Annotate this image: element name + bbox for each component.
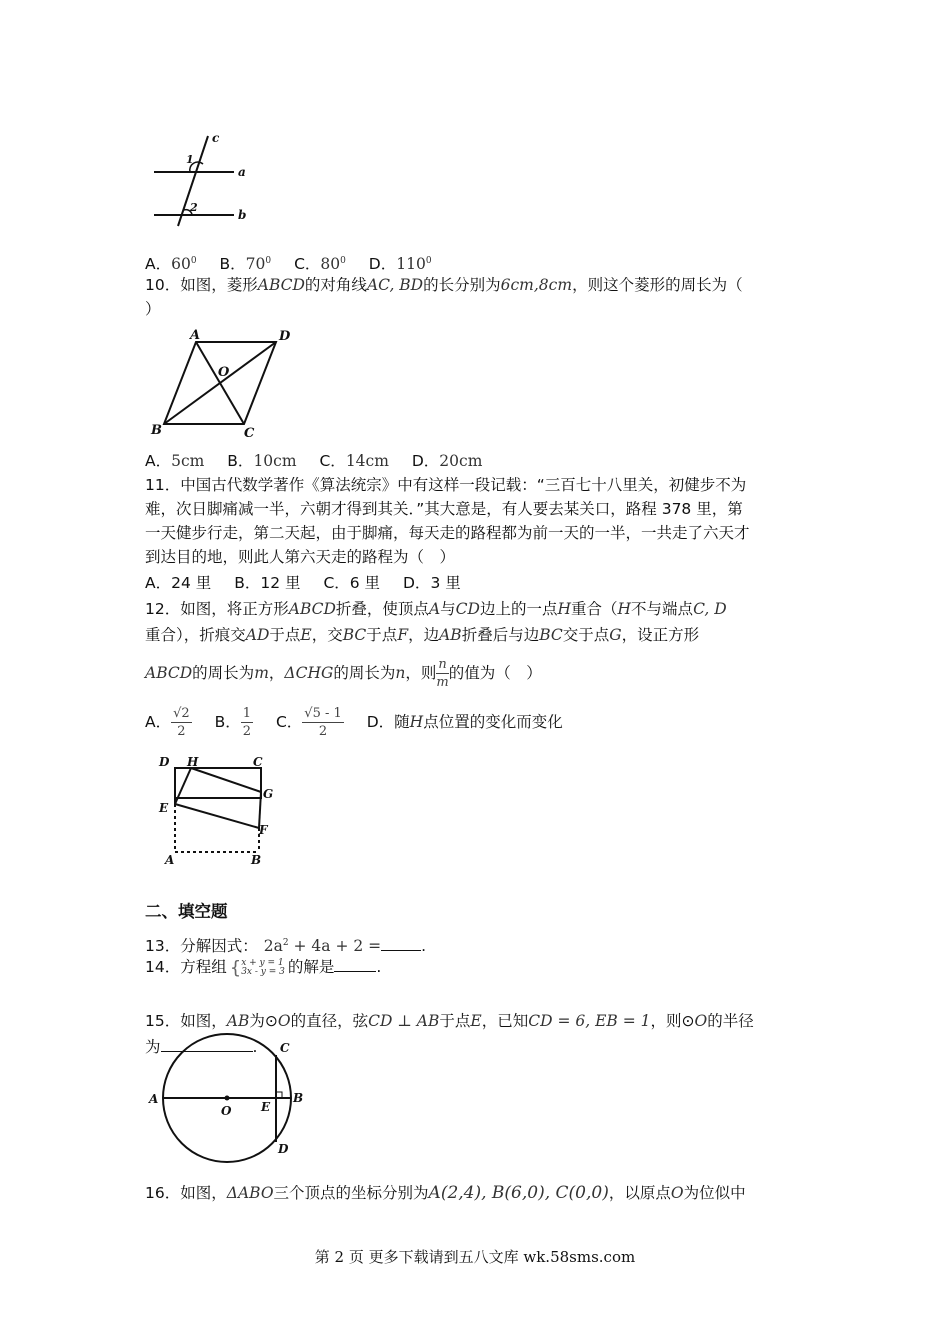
fraction-denominator: 2 — [242, 724, 252, 739]
q12-math: H — [557, 600, 571, 618]
crease-ef — [175, 804, 259, 828]
equation-2: 3x - y = 3 — [241, 966, 285, 977]
q12-stem-line-2 — [145, 624, 699, 646]
option-letter: C． — [294, 255, 321, 274]
option-letter: D． — [368, 255, 397, 274]
q11-stem-line-1: 11．中国古代数学著作《算法统宗》中有这样一段记载：“三百七十八里关，初健步不为 — [145, 476, 747, 494]
option-fraction — [241, 705, 253, 740]
option-text: 点位置的变化而变化 — [423, 713, 563, 731]
q10-text: 的对角线 — [304, 276, 367, 294]
label-1: 1 — [186, 153, 194, 166]
label-2: 2 — [190, 201, 198, 214]
q16-math: A(2,4), B(6,0), C(0,0) — [428, 1183, 609, 1203]
label-c: C — [280, 1041, 290, 1055]
q12-math: A — [428, 600, 441, 618]
q12-math: n — [395, 664, 406, 682]
q16-text: ，以原点 — [608, 1184, 671, 1202]
label-b: b — [238, 208, 247, 222]
q15-math: O — [277, 1012, 291, 1030]
question-number: 13． — [145, 937, 181, 956]
q12-math: ABCD — [145, 664, 193, 682]
option-value: 60 — [171, 255, 191, 274]
q10-option-d[interactable] — [412, 452, 483, 470]
q15-math: CD ⊥ AB — [368, 1012, 440, 1030]
fraction-numerator: √2 — [173, 706, 190, 721]
option-value: 3 里 — [430, 574, 461, 592]
option-letter: B． — [214, 713, 241, 731]
q12-text: 重合），折痕交 — [145, 626, 246, 644]
q12-text: ，交 — [311, 626, 343, 644]
q11-stem-line-4: 到达目的地，则此人第六天走的路程为（ ） — [145, 548, 456, 566]
label-a: A — [190, 328, 201, 343]
q11-option-b[interactable] — [234, 574, 300, 592]
q10-rhombus-figure — [148, 326, 298, 441]
q15-text: 为⊙ — [249, 1012, 278, 1030]
q12-text: 如图，将正方形 — [180, 600, 289, 618]
q11-option-c[interactable] — [323, 574, 380, 592]
q11-option-d[interactable] — [403, 574, 461, 592]
q12-math: ΔCHG — [284, 664, 334, 682]
option-fraction — [302, 705, 343, 740]
label-h: H — [187, 755, 199, 769]
option-sup: 0 — [265, 256, 272, 266]
q10-text: 的长分别为 — [423, 276, 501, 294]
option-fraction — [171, 705, 192, 740]
q12-text: ， — [268, 664, 285, 682]
expr-part: 2a — [263, 937, 283, 956]
label-b: B — [293, 1091, 304, 1105]
expr-part: + 4a + 2 = — [288, 937, 382, 956]
label-c: C — [253, 755, 263, 769]
q12-option-d[interactable] — [367, 713, 563, 731]
q12-folded-square-figure — [155, 752, 280, 867]
option-letter: C． — [275, 713, 303, 731]
q10-stem-line-1 — [145, 274, 743, 296]
q15-text: 为 — [145, 1038, 161, 1056]
fraction-denominator: m — [436, 675, 449, 690]
q10-options — [145, 450, 500, 472]
q12-math: BC — [342, 626, 367, 644]
fraction-denominator: 2 — [177, 724, 186, 739]
question-number: 15． — [145, 1012, 181, 1030]
option-letter: A． — [145, 255, 172, 274]
question-number: 14． — [145, 958, 181, 976]
q12-text: 边上的一点 — [479, 600, 558, 618]
option-letter: C． — [323, 574, 350, 592]
q15-text: ，已知 — [481, 1012, 529, 1030]
q14-text: 的解是 — [287, 958, 335, 976]
option-value: 24 里 — [171, 574, 212, 592]
q9-option-b[interactable] — [220, 255, 272, 273]
option-letter: C． — [319, 452, 346, 470]
q15-text: 的半径 — [707, 1012, 754, 1030]
q12-text: 的值为（ ） — [448, 664, 542, 682]
option-value: 12 里 — [260, 574, 301, 592]
option-letter: D． — [366, 713, 395, 731]
option-value: 80 — [320, 255, 341, 274]
label-e: E — [261, 1100, 271, 1114]
q12-text: 不与端点 — [631, 600, 694, 618]
q12-text: 交于点 — [562, 626, 610, 644]
option-letter: A． — [145, 574, 172, 592]
q12-text: 的周长为 — [192, 664, 255, 682]
fraction-denominator: 2 — [318, 724, 328, 739]
q15-end: . — [252, 1038, 258, 1056]
q15-text: 的直径，弦 — [290, 1012, 369, 1030]
label-d: D — [278, 1142, 289, 1156]
fraction-numerator: 1 — [242, 706, 252, 721]
option-sup: 0 — [340, 256, 346, 266]
q11-option-a[interactable] — [145, 574, 211, 592]
expr-sup: 2 — [282, 938, 289, 948]
option-letter: D． — [403, 574, 431, 592]
q12-text: 重合（ — [571, 600, 618, 618]
q15-text: 于点 — [439, 1012, 471, 1030]
q13-answer-blank[interactable] — [381, 936, 421, 951]
q12-text: 折叠后与边 — [461, 626, 540, 644]
q15-stem-line-1 — [145, 1010, 754, 1032]
label-b: B — [151, 423, 162, 438]
label-b: B — [251, 853, 262, 867]
q16-math: ΔABO — [226, 1184, 274, 1202]
label-d: D — [279, 329, 291, 344]
q9-option-d[interactable] — [369, 255, 432, 273]
center-dot — [225, 1096, 230, 1101]
option-letter: A． — [145, 452, 172, 470]
option-sup: 0 — [190, 256, 197, 266]
edge-hg — [191, 768, 261, 792]
q16-math: O — [670, 1184, 684, 1202]
q12-options — [145, 702, 581, 742]
option-letter: B． — [219, 255, 246, 274]
equation-system — [230, 959, 285, 977]
q12-stem-line-1 — [145, 598, 727, 620]
system-equations — [241, 959, 285, 977]
q12-text: 于点 — [366, 626, 398, 644]
q9-options — [145, 250, 450, 275]
q10-option-c[interactable] — [319, 452, 388, 470]
option-letter: B． — [227, 452, 254, 470]
option-letter: D． — [411, 452, 440, 470]
option-value: 110 — [396, 255, 426, 274]
q12-text: 的周长为 — [333, 664, 396, 682]
q14-end: . — [376, 958, 382, 976]
q12-text: 与 — [440, 600, 456, 618]
label-c: C — [244, 426, 255, 441]
option-sup: 0 — [425, 256, 432, 266]
q12-stem-line-3 — [145, 656, 542, 691]
q12-text: ，设正方形 — [621, 626, 700, 644]
q15-math: CD = 6, EB = 1 — [528, 1012, 651, 1030]
q16-text: 为位似中 — [683, 1184, 746, 1202]
q9-option-c[interactable] — [294, 255, 346, 273]
q12-math: C, D — [693, 600, 727, 618]
q12-text: ，边 — [408, 626, 440, 644]
q9-parallel-lines-figure — [150, 130, 250, 230]
label-a: a — [238, 165, 246, 179]
q13-end: . — [421, 937, 427, 956]
option-value: 20cm — [439, 452, 483, 470]
section-heading: 二、填空题 — [145, 902, 228, 921]
q12-math: AB — [439, 626, 462, 644]
q10-diagonals: AC, BD — [366, 276, 424, 294]
q15-text: ，则⊙ — [650, 1012, 695, 1030]
q12-math: G — [609, 626, 622, 644]
q13-text: 分解因式： — [180, 937, 258, 956]
q11-stem-line-2: 难，次日脚痛减一半，六朝才得到其关．”其大意是，有人要去某关口，路程 378 里，第 — [145, 500, 743, 518]
q12-fraction — [436, 656, 448, 691]
upper-rectangle — [175, 768, 261, 798]
q12-math: E — [300, 626, 312, 644]
fraction-numerator: √5 - 1 — [304, 706, 342, 721]
q14-text: 方程组 — [180, 958, 227, 976]
q15-circle-figure — [145, 1036, 310, 1156]
q12-text: ，则 — [405, 664, 437, 682]
label-a: A — [165, 853, 175, 867]
q12-math: CD — [455, 600, 480, 618]
q16-text: 三个顶点的坐标分别为 — [273, 1184, 429, 1202]
q12-math: F — [397, 626, 409, 644]
label-o: O — [221, 1104, 232, 1118]
q11-options — [145, 572, 479, 594]
question-number: 12． — [145, 600, 181, 618]
q13-line — [145, 932, 426, 957]
q16-text: 如图， — [180, 1184, 227, 1202]
label-f: F — [259, 823, 268, 837]
q10-lengths: 6cm,8cm — [500, 276, 573, 294]
q12-math: AD — [245, 626, 270, 644]
label-g: G — [263, 787, 274, 801]
q11-stem-line-3: 一天健步行走，第二天起，由于脚痛，每天走的路程都为前一天的一半，一共走了六天才 — [145, 524, 750, 542]
q15-math: O — [694, 1012, 708, 1030]
q12-option-c[interactable] — [275, 706, 344, 739]
label-o: O — [218, 365, 230, 380]
label-e: E — [159, 801, 169, 815]
option-value: 70 — [245, 255, 266, 274]
q12-option-b[interactable] — [214, 706, 253, 739]
q16-stem-line-1 — [145, 1182, 746, 1204]
label-c: c — [212, 131, 220, 145]
system-brace: { — [229, 957, 242, 978]
option-letter: B． — [234, 574, 261, 592]
option-value: 14cm — [345, 452, 389, 470]
label-a: A — [149, 1092, 159, 1106]
q15-text: 如图， — [180, 1012, 227, 1030]
q10-text: ，则这个菱形的周长为（ — [572, 276, 743, 294]
q12-math: BC — [539, 626, 563, 644]
q9-option-a[interactable] — [145, 255, 197, 273]
q12-option-a[interactable] — [145, 706, 192, 739]
q10-stem-line-2 — [145, 298, 161, 320]
fraction-numerator: n — [438, 657, 447, 672]
q15-math: AB — [226, 1012, 250, 1030]
option-value: 6 里 — [349, 574, 381, 592]
option-letter: A． — [145, 713, 172, 731]
question-number: 10． — [145, 276, 181, 294]
q10-text: ） — [145, 300, 161, 318]
q12-math: ABCD — [288, 600, 336, 618]
q10-option-b[interactable] — [227, 452, 296, 470]
q13-expression — [264, 937, 381, 955]
q10-shape: ABCD — [257, 276, 305, 294]
page-footer: 第 2 页 更多下载请到五八文库 wk.58sms.com — [314, 1248, 636, 1266]
option-text: 随 — [394, 713, 410, 731]
q14-line — [145, 956, 381, 978]
equation-1: x + y = 1 — [241, 957, 284, 968]
q14-answer-blank[interactable] — [334, 957, 376, 972]
q10-option-a[interactable] — [145, 452, 204, 470]
option-value: 10cm — [253, 452, 297, 470]
q12-text: 折叠，使顶点 — [335, 600, 429, 618]
q15-math: E — [470, 1012, 482, 1030]
q12-math: m — [254, 664, 269, 682]
q10-text: 如图，菱形 — [180, 276, 258, 294]
option-value: 5cm — [171, 452, 205, 470]
question-number: 16． — [145, 1184, 181, 1202]
q12-text: 于点 — [269, 626, 301, 644]
option-math: H — [409, 713, 424, 731]
label-d: D — [159, 755, 170, 769]
q12-math: H — [617, 600, 632, 618]
